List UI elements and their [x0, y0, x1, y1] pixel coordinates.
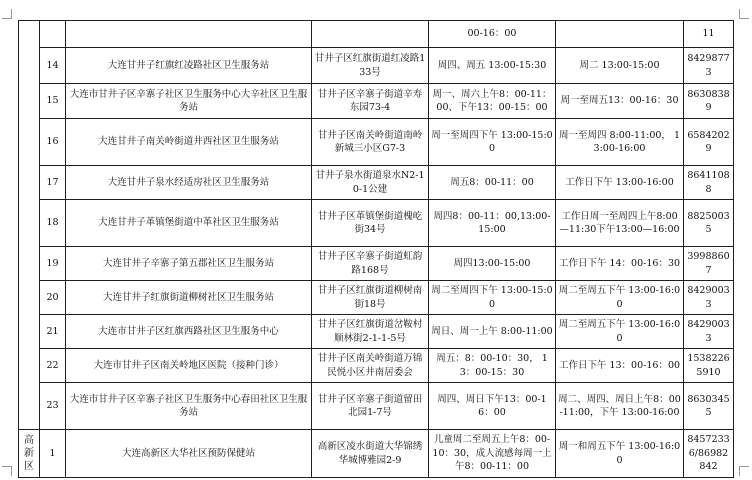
hours-b: 周二 13:00-15:00 [556, 48, 684, 84]
facility-name: 大连高新区大华社区预防保健站 [66, 430, 312, 478]
page-corner-mark [2, 9, 12, 19]
table-row [19, 349, 734, 383]
phone: 84572336/86982842 [684, 430, 734, 478]
row-number [40, 21, 66, 48]
hours-a: 周日、周一上午 8:00-11:00 [429, 315, 556, 349]
facility-name: 大连甘井子红旗街道柳树社区卫生服务站 [66, 281, 312, 315]
facility-name: 大连市甘井子区南关岭地区医院（接种门诊） [66, 349, 312, 383]
facility-name: 大连市甘井子区辛寨子社区卫生服务中心春田社区卫生服务站 [66, 383, 312, 430]
table-row [19, 48, 734, 84]
address: 甘井子区辛寨子街道辛寿东园73-4 [312, 84, 429, 119]
page-corner-mark [739, 9, 749, 19]
phone: 86303455 [684, 383, 734, 430]
table-row [19, 84, 734, 119]
hours-b: 周二、周四、周日上午8：00-11:00，下午 13:00-16:00 [556, 383, 684, 430]
page-corner-mark [2, 466, 12, 476]
facility-name: 大连甘井子泉水经适房社区卫生服务站 [66, 166, 312, 200]
phone: 15382265910 [684, 349, 734, 383]
phone: 84290033 [684, 281, 734, 315]
row-number: 16 [40, 119, 66, 166]
hours-a: 周四13:00-15:00 [429, 247, 556, 281]
hours-b: 周一至周四 8:00-11:00， 13:00-16:00 [556, 119, 684, 166]
row-number: 1 [40, 430, 66, 478]
hours-a: 周二至周四下午 13:00-15:00 [429, 281, 556, 315]
address: 甘井子区红旗街道红凌路133号 [312, 48, 429, 84]
hours-b: 周二至周五下午 13:00-16:00 [556, 281, 684, 315]
row-number: 23 [40, 383, 66, 430]
table-row [19, 200, 734, 247]
phone: 39988607 [684, 247, 734, 281]
phone: 88250035 [684, 200, 734, 247]
address: 甘井子区红旗街道柳树南街18号 [312, 281, 429, 315]
address: 甘井子区南关岭街道万锦民悦小区井南居委会 [312, 349, 429, 383]
address: 高新区凌水街道大华锦绣华城博雅园2-9 [312, 430, 429, 478]
hours-b: 周二至周五下午 13:00-16:00 [556, 315, 684, 349]
hours-b: 工作日下午 14：00-16：30 [556, 247, 684, 281]
address: 甘井子区红旗街道岔鞍村顺林街2-1-1-5号 [312, 315, 429, 349]
hours-a: 周五8：00-11：00 [429, 166, 556, 200]
table-row [19, 247, 734, 281]
hours-b: 工作日周一至周四上午8:00—11:30下午13:00—16:00 [556, 200, 684, 247]
phone: 86411088 [684, 166, 734, 200]
hours-a: 周四、周日下午13：00-16：00 [429, 383, 556, 430]
address: 甘井子区辛寨子街道留田北园1-7号 [312, 383, 429, 430]
hours-b: 周一至周五13：00-16：30 [556, 84, 684, 119]
hours-a: 周五：8：00-10：30， 13：00-15：30 [429, 349, 556, 383]
page-corner-mark [739, 466, 749, 476]
row-number: 18 [40, 200, 66, 247]
address: 甘井子区南关岭街道南岭新城三小区G7-3 [312, 119, 429, 166]
district-cell: 高新区 [19, 430, 40, 478]
table-row [19, 430, 734, 478]
address: 甘井子泉水街道泉水N2-10-1公建 [312, 166, 429, 200]
address: 甘井子区辛寨子街道虹韵路168号 [312, 247, 429, 281]
row-number: 22 [40, 349, 66, 383]
row-number: 20 [40, 281, 66, 315]
facility-name: 大连甘井子革镇堡街道中革社区卫生服务站 [66, 200, 312, 247]
table-row [19, 166, 734, 200]
hours-b: 周一和周五下午 13:00-16:00 [556, 430, 684, 478]
hours-b: 工作日下午 13：00-16：00 [556, 349, 684, 383]
row-number: 17 [40, 166, 66, 200]
facility-name: 大连甘井子辛寨子第五郡社区卫生服务站 [66, 247, 312, 281]
hours-b [556, 21, 684, 48]
row-number: 21 [40, 315, 66, 349]
phone: 84290033 [684, 315, 734, 349]
phone: 65842029 [684, 119, 734, 166]
facility-name: 大连甘井子南关岭街道井西社区卫生服务站 [66, 119, 312, 166]
table-row [19, 383, 734, 430]
hours-a: 周一、周六上午8：00-11：00、下午13：00-15：00 [429, 84, 556, 119]
table-row [19, 21, 734, 48]
table-row [19, 119, 734, 166]
hours-a: 儿童周二至周五上午8：00-10：30，成人流感每周一上午8：00-11：00 [429, 430, 556, 478]
phone: 84298773 [684, 48, 734, 84]
row-number: 19 [40, 247, 66, 281]
hours-a: 周四8：00-11：00,13:00-15:00 [429, 200, 556, 247]
hours-a: 00-16：00 [429, 21, 556, 48]
row-number: 15 [40, 84, 66, 119]
hours-a: 周四、周五 13:00-15:30 [429, 48, 556, 84]
phone: 86308389 [684, 84, 734, 119]
phone: 11 [684, 21, 734, 48]
row-number: 14 [40, 48, 66, 84]
clinic-table [18, 20, 734, 478]
district-cell [19, 21, 40, 430]
facility-name: 大连市甘井子区辛寨子社区卫生服务中心大辛社区卫生服务站 [66, 84, 312, 119]
hours-a: 周一至周四下午 13:00-15:00 [429, 119, 556, 166]
address [312, 21, 429, 48]
hours-b: 工作日下午 13:00-16:00 [556, 166, 684, 200]
facility-name: 大连市甘井子区红旗西路社区卫生服务中心 [66, 315, 312, 349]
table-row [19, 315, 734, 349]
address: 甘井子区革镇堡街道槐屹街34号 [312, 200, 429, 247]
facility-name: 大连甘井子红旗红凌路社区卫生服务站 [66, 48, 312, 84]
facility-name [66, 21, 312, 48]
table-row [19, 281, 734, 315]
